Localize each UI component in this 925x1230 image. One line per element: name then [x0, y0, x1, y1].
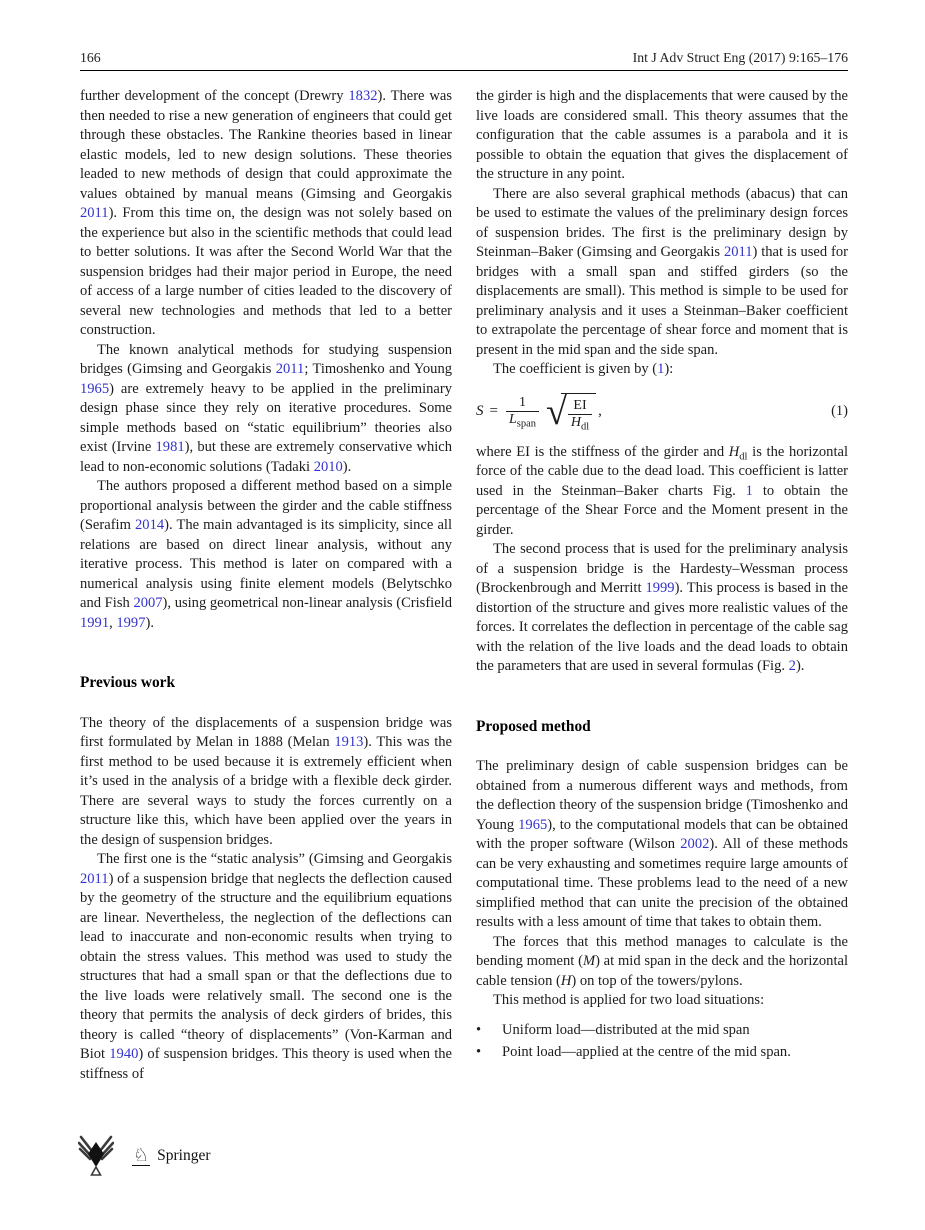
paragraph [476, 87, 848, 185]
equation-1 [476, 391, 848, 434]
equation-expression [476, 391, 602, 434]
citation-link[interactable]: 2007 [133, 595, 163, 611]
text-run: ). From this time on, the design was not solely based on the experience but also in the scientific methods that could lead to better solutions. It was after the Second World War that the suspension bridges had their major period in Europe, the need of access of a large number of cities leaded to the discovery of several new technologies and methods that led to a better construction. [80, 205, 452, 338]
page-number: 166 [80, 50, 101, 65]
springer-label: Springer [157, 1147, 211, 1164]
citation-link[interactable]: 2011 [80, 205, 109, 221]
text-run: ): [664, 361, 674, 377]
list-item [476, 1021, 848, 1041]
citation-link[interactable]: 1832 [348, 88, 378, 104]
citation-link[interactable]: 2011 [275, 361, 305, 377]
text-run: The forces that this method manages to calculate is the bending moment ( [476, 933, 848, 970]
citation-link[interactable]: 1997 [116, 614, 146, 631]
text-run: The first one is the “static analysis” (Gimsing and Georgakis [97, 851, 452, 867]
section-heading: Previous work [80, 674, 176, 691]
left-column [80, 87, 452, 1084]
citation-link[interactable]: 1913 [334, 734, 364, 750]
text-run: dl [739, 451, 748, 463]
den-subscript: span [516, 418, 537, 430]
equation-comma: , [598, 402, 602, 419]
radicand-fraction [568, 398, 592, 431]
text-run: ). [145, 614, 154, 631]
text-run: H [728, 443, 740, 460]
text-run: The second process that is used for the preliminary analysis of a suspension bridge is the Hardesty–Wessman process (Brockenbrough and Merritt [476, 541, 848, 597]
citation-link[interactable]: 2010 [313, 458, 343, 475]
text-run: The authors proposed a different method based on a simple proportional analysis between the girder and the cable stiffness (Serafim [80, 478, 452, 533]
text-run: ). There was then needed to rise a new generation of engineers that could get through these obstacles. The Rankine theories based in linear elastic models, led to new design solutions. These theories leaded to new methods of design that could approximate the values obtained by manual means (Gimsing and Georgakis [80, 88, 452, 202]
text-run: , [109, 614, 117, 631]
citation-link[interactable]: 2014 [135, 517, 165, 533]
text-run: further development of the concept (Drewry [80, 88, 349, 104]
text-run: Uniform load—distributed at the mid span [502, 1021, 750, 1038]
text-run: ) of suspension bridges. This theory is used when the stiffness of [80, 1046, 452, 1082]
equation-lhs: S [476, 402, 484, 419]
list-item-text [502, 1043, 848, 1063]
citation-link[interactable]: 1940 [109, 1046, 139, 1062]
paragraph [476, 443, 848, 541]
bullet-icon: • [476, 1021, 482, 1038]
citation-link[interactable]: 1965 [80, 380, 110, 397]
equation-number: (1) [831, 402, 848, 419]
text-run: ) of a suspension bridge that neglects the deflection caused by the geometry of the structure and the equilibrium equations are linear. Nevertheless, the neglection of the deflections can lead to inaccurate and non-economic results when trying to obtain the stress values. This method was used to study the structures that had a small span or that the deflections due to the live loads were relatively small. The second one is the theory that permits the analysis of deck girders of brides, this theory is called “theory of displacements” (Von-Karman and Biot [80, 870, 452, 1062]
bullet-list [476, 1021, 848, 1063]
springer-knight-icon: ♘ [133, 1145, 150, 1165]
radical-sign-icon: √ [546, 391, 567, 434]
text-run: ). This process is based in the distortion of the structure and gives more realistic values of the forces. It correlates the deflection in percentage of the cable sag with the relation of the live loads and the dead loads to obtain the parameters that are used in several formulas (Fig. [476, 580, 848, 675]
text-run: ), but these are extremely conservative which lead to non-economic solutions (Tadaki [80, 439, 452, 475]
radicand-den-subscript: dl [581, 421, 590, 433]
text-run: This method is applied for two load situations: [493, 992, 765, 1009]
text-run: H [560, 972, 572, 989]
text-run: ) on top of the towers/pylons. [571, 972, 743, 989]
text-run: to obtain the percentage of the Shear Force and the Moment present in the girder. [476, 482, 848, 538]
right-column [476, 87, 848, 1084]
text-run: ), to the computational models that can be obtained with the proper software (Wilson [476, 816, 848, 853]
paragraph [476, 540, 848, 677]
paragraph [476, 185, 848, 361]
text-run: ), using geometrical non-linear analysis (Crisfield [162, 595, 452, 611]
text-run: ) are extremely heavy to be applied in the preliminary design phase since they rely on iterative procedures. Some simple methods based on “static equilibrium” theories also exist (Irvine [80, 380, 452, 455]
citation-link[interactable]: 2011 [80, 870, 109, 887]
page-footer [78, 1134, 211, 1178]
citation-link[interactable]: 2 [788, 658, 796, 675]
text-run: where EI is the stiffness of the girder and [476, 443, 729, 460]
paragraph [476, 360, 848, 380]
equals-sign: = [489, 402, 498, 419]
paragraph [80, 850, 452, 1084]
list-item-text [502, 1021, 848, 1041]
text-run: is the horizontal force of the cable due to the dead load. This coefficient is latter used in the Steinman–Baker charts Fig. [476, 443, 848, 499]
text-run: There are also several graphical methods (abacus) that can be used to estimate the values of the preliminary design forces of suspension brides. The first is the preliminary design by Steinman–Baker (Gimsing and Georgakis [476, 185, 848, 260]
text-run: M [582, 953, 596, 970]
citation-link[interactable]: 2011 [723, 244, 753, 260]
text-run: ). The main advantaged is its simplicity, since all relations are based on direct linear analysis, without any iterative process. This method is later on compared with a numerical analysis using finite element models (Belytschko and Fish [80, 517, 452, 611]
text-run: ; Timoshenko and Young [304, 361, 452, 377]
paragraph [80, 714, 452, 851]
text-run: ). All of these methods can be very exhausting and sometimes require large amounts of computational time. These problems lead to the need of a new simplified method that can unite the precision of the obtained results with a less amount of time that takes to obtain them. [476, 836, 848, 931]
paragraph [80, 341, 452, 478]
citation-link[interactable]: 1 [657, 361, 665, 377]
text-run: ). This was the first method to be used because it is extremely efficient when it’s used in the analysis of a bridge with a flexible deck girder. There are several ways to study the forces currently on a structure like this, which have been applied over the years in the design of suspension bridges. [80, 734, 452, 848]
citation-link[interactable]: 1965 [518, 816, 548, 833]
header-rule [80, 70, 848, 71]
text-run: The known analytical methods for studying suspension bridges (Gimsing and Georgakis [80, 341, 452, 377]
list-item [476, 1043, 848, 1063]
radicand-den-base: H [570, 414, 581, 430]
section-heading: Proposed method [476, 717, 591, 735]
citation-link[interactable]: 1999 [645, 580, 675, 597]
paragraph [476, 991, 848, 1011]
text-run: The theory of the displacements of a suspension bridge was first formulated by Melan in 1888 (Melan [80, 714, 452, 750]
paragraph [476, 933, 848, 992]
square-root [546, 391, 596, 434]
citation-link[interactable]: 1991 [80, 614, 110, 631]
page-header [80, 50, 848, 66]
fraction-denominator [506, 411, 539, 428]
paragraph [80, 477, 452, 633]
text-run: ). [795, 658, 805, 675]
text-run: ). [342, 458, 352, 475]
article-body [80, 87, 848, 1084]
radicand-denominator [568, 414, 592, 431]
fraction [506, 395, 539, 428]
paragraph [80, 87, 452, 341]
springer-logo [132, 1146, 211, 1166]
university-logo-icon [78, 1134, 114, 1178]
citation-link[interactable]: 1981 [155, 439, 185, 455]
text-run: ) at mid span in the deck and the horizontal cable tension ( [476, 953, 848, 989]
text-run: The coefficient is given by ( [493, 361, 658, 377]
citation-link[interactable]: 2002 [680, 836, 710, 853]
text-run: Point load—applied at the centre of the mid span. [502, 1043, 791, 1060]
journal-reference: Int J Adv Struct Eng (2017) 9:165–176 [632, 50, 848, 65]
bullet-icon: • [476, 1043, 482, 1060]
fraction-numerator: 1 [518, 395, 526, 410]
citation-link[interactable]: 1 [745, 482, 753, 499]
text-run: ) that is used for bridges with a small span and stiffed girders (so the displacements are small). This method is simple to be used for preliminary analysis and it uses a Steinman–Baker coefficient to extrapolate the percentage of shear force and moment that is present in the mid span and the side span. [476, 244, 848, 358]
radicand-numerator: EI [573, 397, 587, 413]
paragraph [476, 757, 848, 933]
den-base: L [508, 412, 517, 428]
text-run: the girder is high and the displacements that were caused by the live loads are considered small. This theory assumes that the configuration that the cable assumes is a parabola and it is possible to obtain the equation that gives the displacement of the structure in any point. [476, 88, 848, 182]
text-run: The preliminary design of cable suspension bridges can be obtained from a numerous different ways and methods, from the deflection theory of the suspension bridge (Timoshenko and Young [476, 758, 848, 833]
